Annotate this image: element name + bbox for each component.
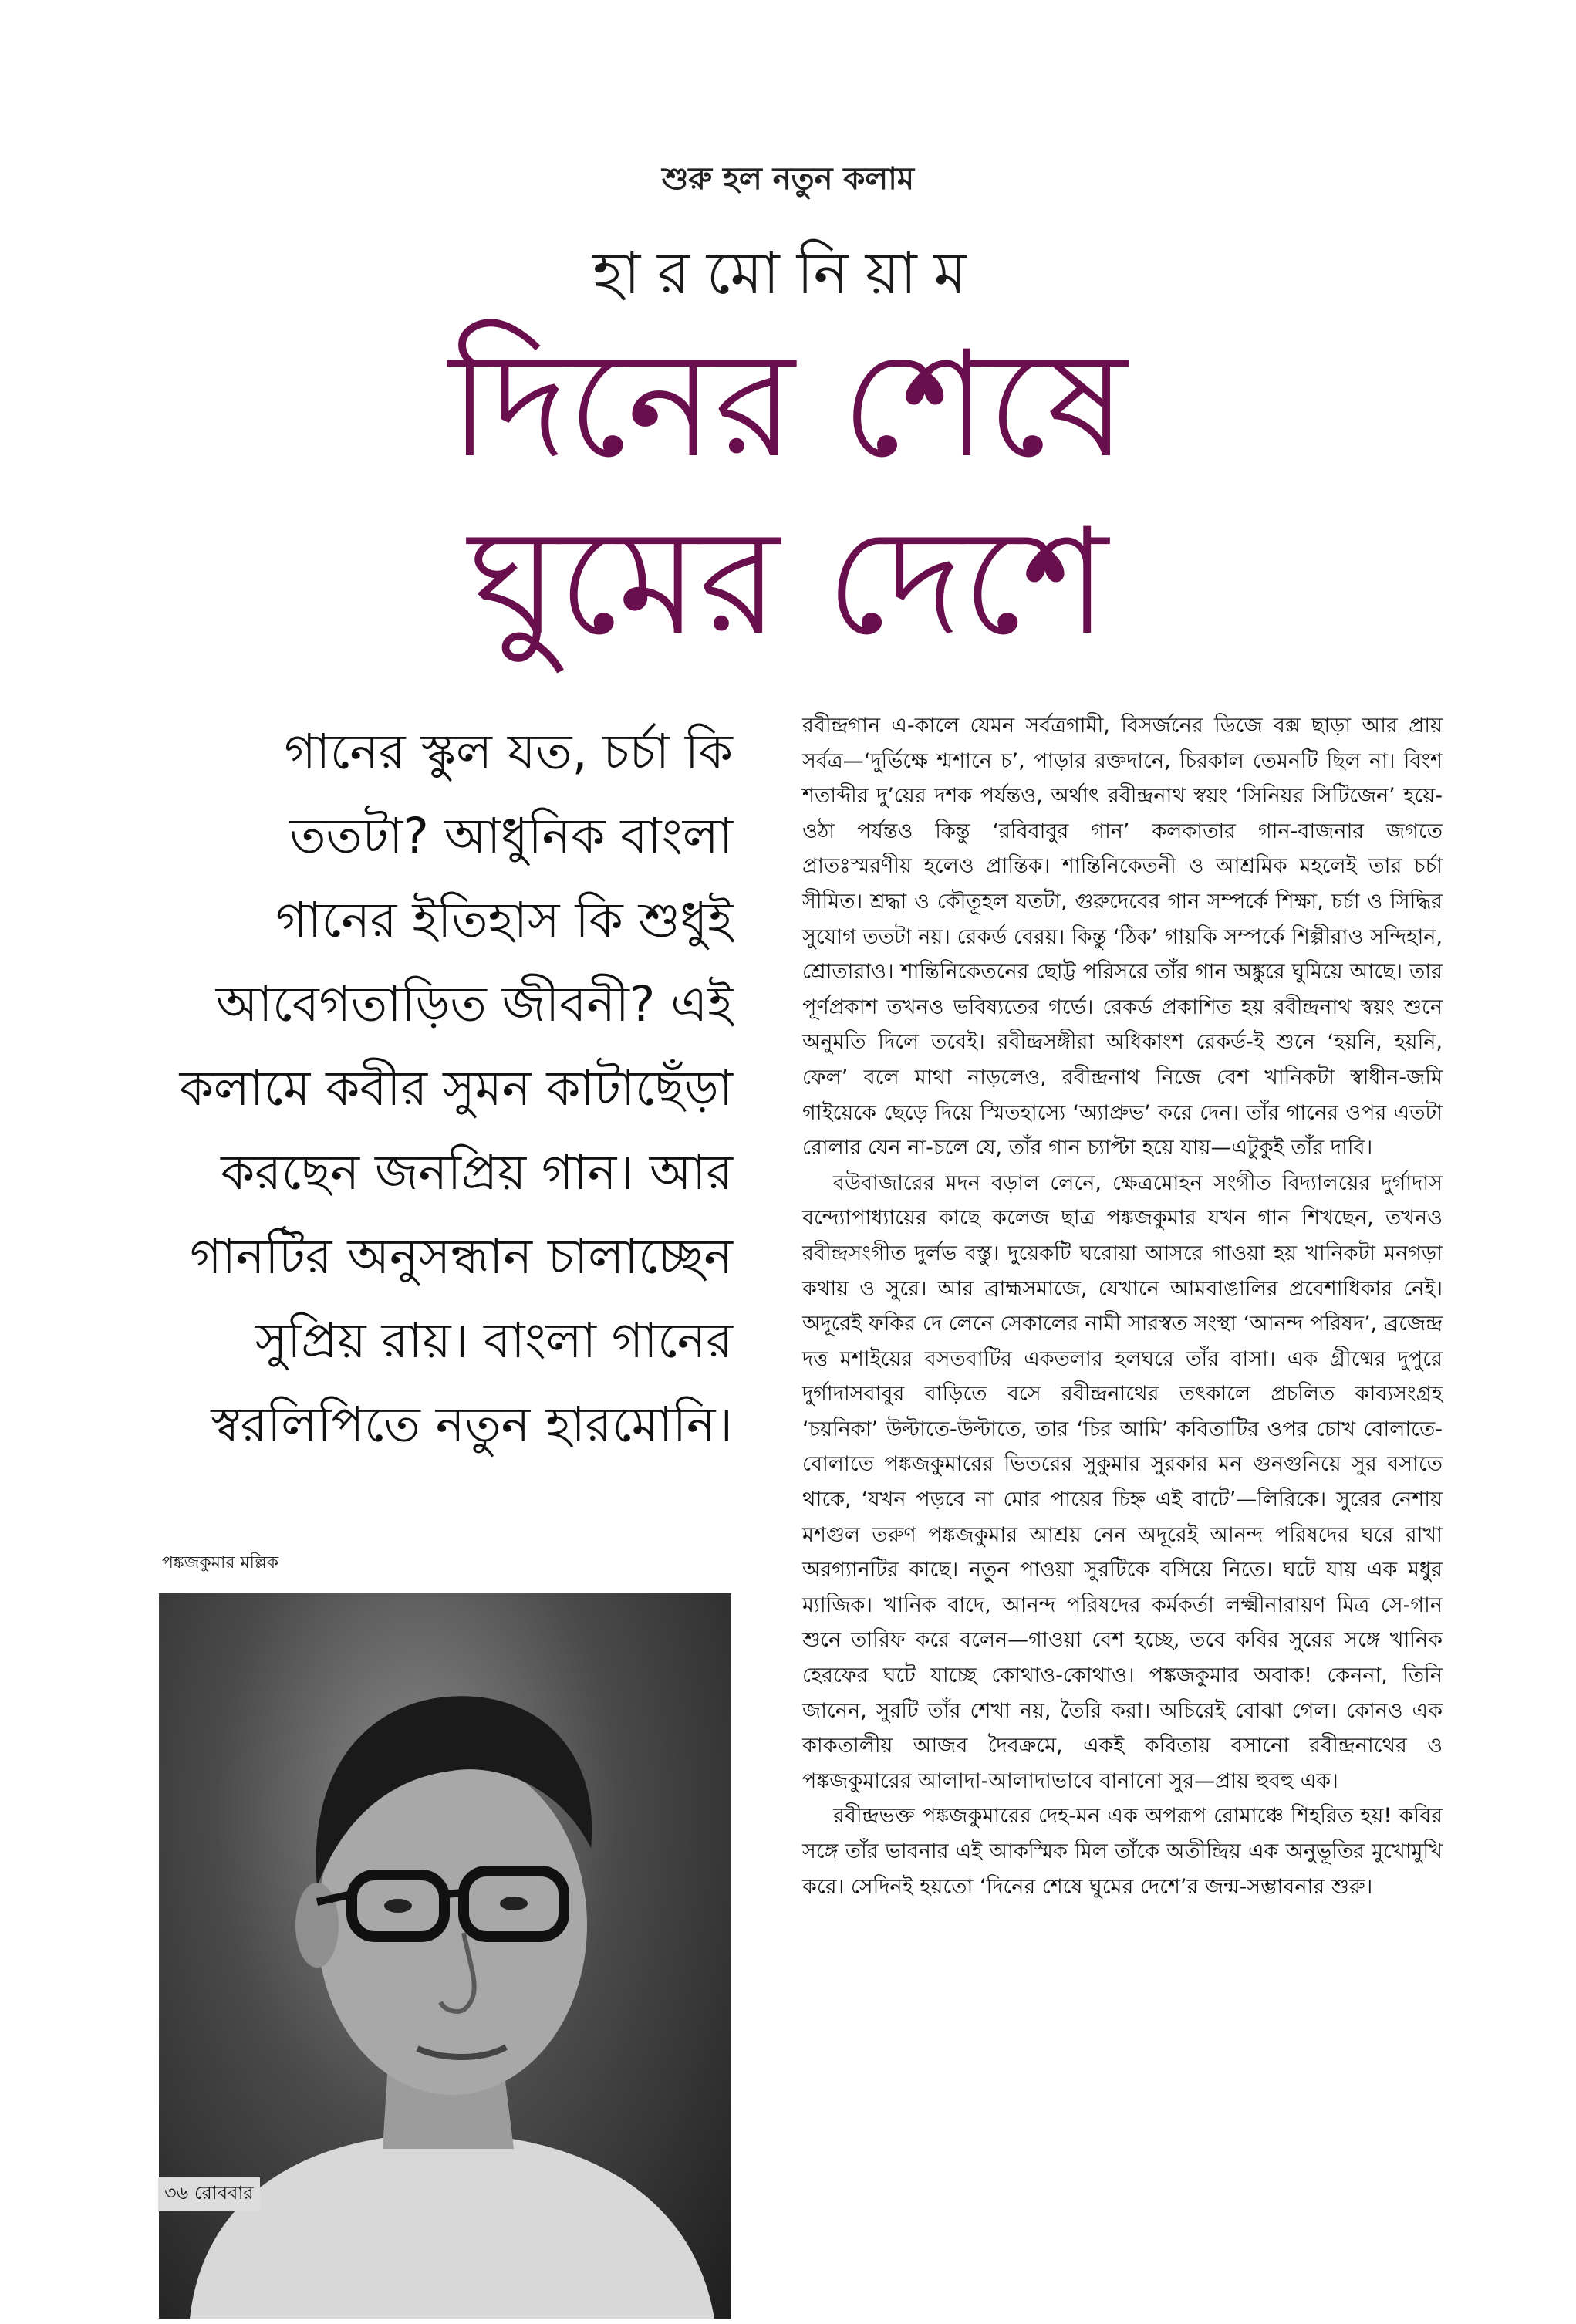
- body-paragraph: বউবাজারের মদন বড়াল লেনে, ক্ষেত্রমোহন সংগীত বিদ্যালয়ের দুর্গাদাস বন্দ্যোপাধ্যায়ের কাছে কলেজ ছাত্র পঙ্কজকুমার যখন গান শিখছেন, তখনও রবীন্দ্রসংগীত দুর্লভ বস্তু। দুয়েকটি ঘরোয়া আসরে গাওয়া হয় খানিকটা মনগড়া কথায় ও সুরে। আর ব্রাহ্মসমাজে, যেখানে আমবাঙালির প্রবেশাধিকার নেই। অদূরেই ফকির দে লেনে সেকালের নামী সারস্বত সংস্থা ‘আনন্দ পরিষদ’, ব্রজেন্দ্র দত্ত মশাইয়ের বসতবাটির একতলার হলঘরে তাঁর বাসা। এক গ্রীষ্মের দুপুরে দুর্গাদাসবাবুর বাড়িতে বসে রবীন্দ্রনাথের তৎকালে প্রচলিত কাব্যসংগ্রহ ‘চয়নিকা’ উল্টাতে-উল্টাতে, তার ‘চির আমি’ কবিতাটির ওপর চোখ বোলাতে-বোলাতে পঙ্কজকুমারের ভিতরের সুকুমার সুরকার মন গুনগুনিয়ে সুর বসাতে থাকে, ‘যখন পড়বে না মোর পায়ের চিহ্ন এই বাটে’—লিরিকে। সুরের নেশায় মশগুল তরুণ পঙ্কজকুমার আশ্রয় নেন অদূরেই আনন্দ পরিষদের ঘরে রাখা অরগ্যানটির কাছে। নতুন পাওয়া সুরটিকে বসিয়ে নিতে। ঘটে যায় এক মধুর ম্যাজিক। খানিক বাদে, আনন্দ পরিষদের কর্মকর্তা লক্ষ্মীনারায়ণ মিত্র সে-গান শুনে তারিফ করে বলেন—গাওয়া বেশ হচ্ছে, তবে কবির সুরের সঙ্গে খানিক হেরফের ঘটে যাচ্ছে কোথাও-কোথাও। পঙ্কজকুমার অবাক! কেননা, তিনি জানেন, সুরটি তাঁর শেখা নয়, তৈরি করা। অচিরেই বোঝা গেল। কোনও এক কাকতালীয় আজব দৈবক্রমে, একই কবিতায় বসানো রবীন্দ্রনাথের ও পঙ্কজকুমারের আলাদা-আলাদাভাবে বানানো সুর—প্রায় হুবহু এক।: [802, 1170, 1443, 1793]
- photo-caption: পঙ্কজকুমার মল্লিক: [162, 1553, 279, 1572]
- column-series-name: হারমোনিয়াম: [592, 238, 984, 307]
- article-title-line-2: ঘুমের দেশে: [467, 497, 1109, 667]
- article-title-line-1: দিনের শেষে: [448, 319, 1128, 490]
- article-body: [802, 708, 1443, 1904]
- page-folio: ৩৬ রোববার: [158, 2177, 260, 2211]
- kicker: শুরু হল নতুন কলাম: [661, 161, 915, 197]
- body-paragraph: রবীন্দ্রগান এ-কালে যেমন সর্বত্রগামী, বিসর্জনের ডিজে বক্স ছাড়া আর প্রায় সর্বত্র—‘দুর্ভিক্ষে শ্মশানে চ’, পাড়ার রক্তদানে, চিরকাল তেমনটি ছিল না। বিংশ শতাব্দীর দু’য়ের দশক পর্যন্তও, অর্থাৎ রবীন্দ্রনাথ স্বয়ং ‘সিনিয়র সিটিজেন’ হয়ে-ওঠা পর্যন্তও কিন্তু ‘রবিবাবুর গান’ কলকাতার গান-বাজনার জগতে প্রাতঃস্মরণীয় হলেও প্রান্তিক। শান্তিনিকেতনী ও আশ্রমিক মহলেই তার চর্চা সীমিত। শ্রদ্ধা ও কৌতূহল যতটা, গুরুদেবের গান সম্পর্কে শিক্ষা, চর্চা ও সিদ্ধির সুযোগ ততটা নয়। রেকর্ড বেরয়। কিন্তু ‘ঠিক’ গায়কি সম্পর্কে শিল্পীরাও সন্দিহান, শ্রোতারাও। শান্তিনিকেতনের ছোট্ট পরিসরে তাঁর গান অঙ্কুরে ঘুমিয়ে আছে। তার পূর্ণপ্রকাশ তখনও ভবিষ্যতের গর্ভে। রেকর্ড প্রকাশিত হয় রবীন্দ্রনাথ স্বয়ং শুনে অনুমতি দিলে তবেই। রবীন্দ্রসঙ্গীরা অধিকাংশ রেকর্ড-ই শুনে ‘হয়নি, হয়নি, ফেল’ বলে মাথা নাড়লেও, রবীন্দ্রনাথ নিজে বেশ খানিকটা স্বাধীন-জমি গাইয়েকে ছেড়ে দিয়ে স্মিতহাস্যে ‘অ্যাপ্রুভ’ করে দেন। তাঁর গানের ওপর এতটা রোলার যেন না-চলে যে, তাঁর গান চ্যাপ্টা হয়ে যায়—এটুকুই তাঁর দাবি।: [802, 714, 1443, 1160]
- body-paragraph: রবীন্দ্রভক্ত পঙ্কজকুমারের দেহ-মন এক অপরূপ রোমাঞ্চে শিহরিত হয়! কবির সঙ্গে তাঁর ভাবনার এই আকস্মিক মিল তাঁকে অতীন্দ্রিয় এক অনুভূতির মুখোমুখি করে। সেদিনই হয়তো ‘দিনের শেষে ঘুমের দেশে’র জন্ম-সম্ভাবনার শুরু।: [802, 1804, 1443, 1899]
- standfirst: গানের স্কুল যত, চর্চা কি ততটা? আধুনিক বাংলা গানের ইতিহাস কি শুধুই আবেগতাড়িত জীবনী? এই কলামে কবীর সুমন কাটাছেঁড়া করছেন জনপ্রিয় গান। আর গানটির অনুসন্ধান চালাচ্ছেন সুপ্রিয় রায়। বাংলা গানের স্বরলিপিতে নতুন হারমোনি।: [179, 724, 733, 1453]
